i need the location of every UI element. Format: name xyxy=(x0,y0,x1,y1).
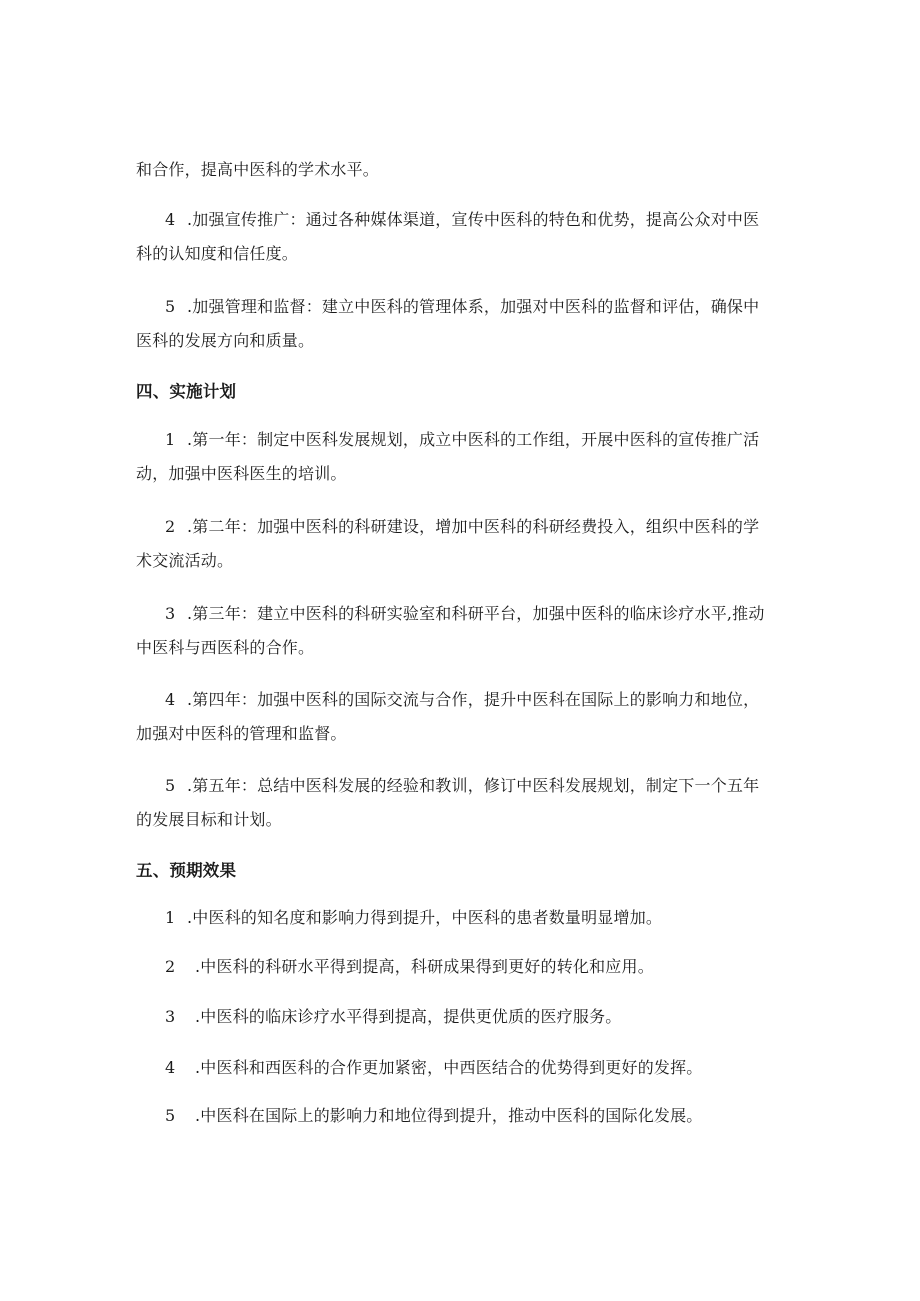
measure-item-5-sep: . xyxy=(187,297,193,316)
plan-item-1-sep: . xyxy=(187,430,193,449)
paragraph-continuation: 和合作，提高中医科的学术水平。 xyxy=(136,160,380,179)
result-item-5-text: 中医科在国际上的影响力和地位得到提升，推动中医科的国际化发展。 xyxy=(200,1106,703,1125)
plan-item-3-line1 xyxy=(165,604,765,624)
measure-item-4-text: 加强宣传推广：通过各种媒体渠道，宣传中医科的特色和优势，提高公众对中医 xyxy=(192,210,760,229)
result-item-3-number: 3 xyxy=(165,1007,176,1026)
result-item-3 xyxy=(165,1007,622,1027)
plan-item-5-sep: . xyxy=(187,776,193,795)
plan-item-3-text: 第三年：建立中医科的科研实验室和科研平台，加强中医科的临床诊疗水平,推动 xyxy=(192,604,765,623)
plan-item-3-line2: 中医科与西医科的合作。 xyxy=(136,638,315,657)
plan-item-5-line1 xyxy=(165,776,759,796)
result-item-1-number: 1 xyxy=(165,908,176,927)
plan-item-1-number: 1 xyxy=(165,430,176,449)
plan-item-2-line2: 术交流活动。 xyxy=(136,551,234,570)
result-item-5-number: 5 xyxy=(165,1106,176,1125)
plan-item-2-sep: . xyxy=(187,517,193,536)
plan-item-2-number: 2 xyxy=(165,517,176,536)
measure-item-5-line1 xyxy=(165,297,759,317)
plan-item-4-text: 第四年：加强中医科的国际交流与合作，提升中医科在国际上的影响力和地位， xyxy=(192,690,760,709)
measure-item-5-line2: 医科的发展方向和质量。 xyxy=(136,331,315,350)
result-item-4-text: 中医科和西医科的合作更加紧密，中西医结合的优势得到更好的发挥。 xyxy=(200,1058,703,1077)
result-item-1-sep: . xyxy=(187,908,193,927)
section-heading-expected-results: 五、预期效果 xyxy=(136,861,237,880)
section-heading-implementation: 四、实施计划 xyxy=(136,382,237,401)
measure-item-5-number: 5 xyxy=(165,297,176,316)
plan-item-4-line2: 加强对中医科的管理和监督。 xyxy=(136,724,347,743)
result-item-4 xyxy=(165,1058,703,1078)
measure-item-5-text: 加强管理和监督：建立中医科的管理体系，加强对中医科的监督和评估，确保中 xyxy=(192,297,760,316)
plan-item-5-text: 第五年：总结中医科发展的经验和教训，修订中医科发展规划，制定下一个五年 xyxy=(192,776,760,795)
result-item-5-sep: . xyxy=(195,1106,201,1125)
result-item-2-text: 中医科的科研水平得到提高，科研成果得到更好的转化和应用。 xyxy=(200,957,654,976)
result-item-1-text: 中医科的知名度和影响力得到提升，中医科的患者数量明显增加。 xyxy=(192,908,663,927)
result-item-1 xyxy=(165,908,662,928)
plan-item-1-text: 第一年：制定中医科发展规划，成立中医科的工作组，开展中医科的宣传推广活 xyxy=(192,430,760,449)
result-item-4-sep: . xyxy=(195,1058,201,1077)
measure-item-4-line1 xyxy=(165,210,759,230)
plan-item-5-line2: 的发展目标和计划。 xyxy=(136,810,282,829)
plan-item-2-line1 xyxy=(165,517,759,537)
plan-item-4-line1 xyxy=(165,690,759,710)
plan-item-3-number: 3 xyxy=(165,604,176,623)
result-item-2-number: 2 xyxy=(165,957,176,976)
plan-item-4-number: 4 xyxy=(165,690,176,709)
plan-item-2-text: 第二年：加强中医科的科研建设，增加中医科的科研经费投入，组织中医科的学 xyxy=(192,517,760,536)
result-item-2 xyxy=(165,957,654,977)
result-item-5 xyxy=(165,1106,703,1126)
measure-item-4-number: 4 xyxy=(165,210,176,229)
plan-item-1-line2: 动，加强中医科医生的培训。 xyxy=(136,464,347,483)
result-item-4-number: 4 xyxy=(165,1058,176,1077)
result-item-2-sep: . xyxy=(195,957,201,976)
measure-item-4-sep: . xyxy=(187,210,193,229)
measure-item-4-line2: 科的认知度和信任度。 xyxy=(136,244,299,263)
plan-item-4-sep: . xyxy=(187,690,193,709)
plan-item-5-number: 5 xyxy=(165,776,176,795)
plan-item-1-line1 xyxy=(165,430,759,450)
result-item-3-sep: . xyxy=(195,1007,201,1026)
plan-item-3-sep: . xyxy=(187,604,193,623)
result-item-3-text: 中医科的临床诊疗水平得到提高，提供更优质的医疗服务。 xyxy=(200,1007,622,1026)
